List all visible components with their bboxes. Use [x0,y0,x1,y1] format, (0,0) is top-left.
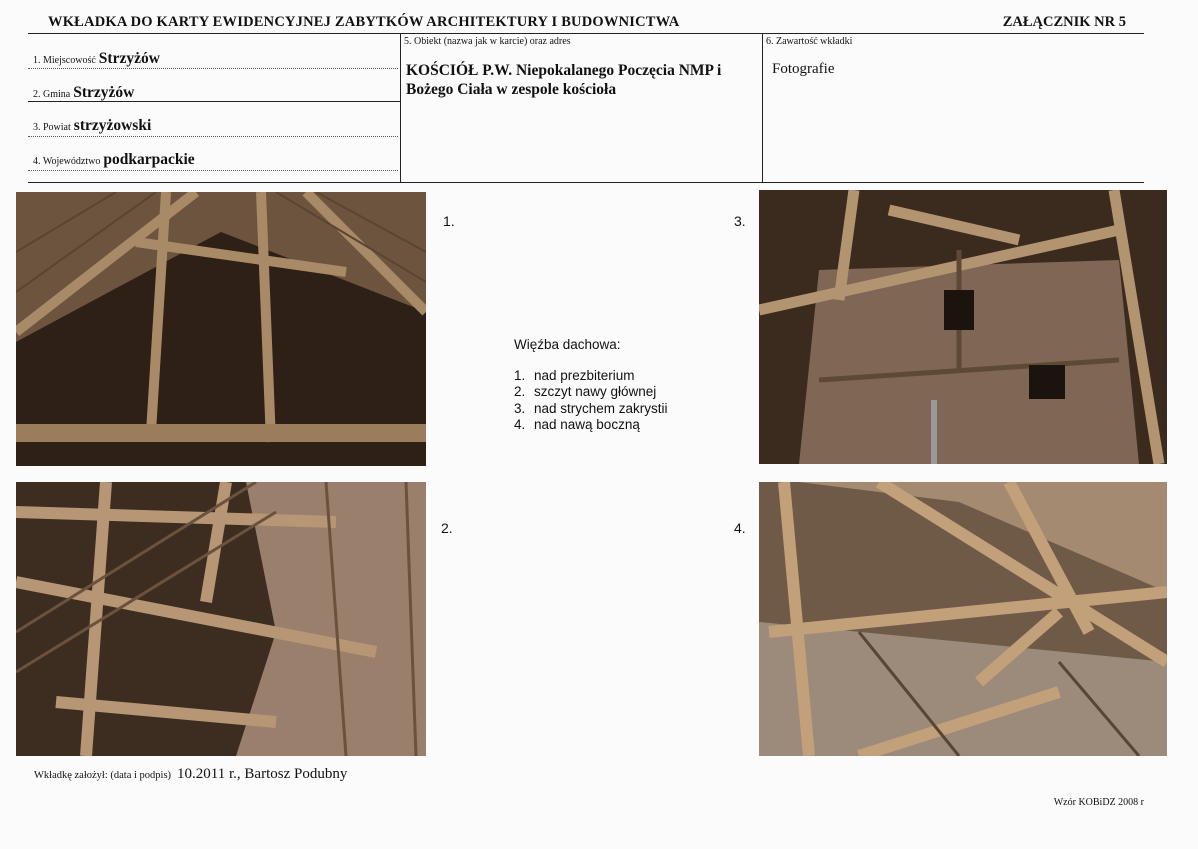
field-province [33,151,195,169]
contents-value: Fotografie [772,61,835,77]
object-name: KOŚCIÓŁ P.W. Niepokalanego Poczęcia NMP i Bożego Ciała w zespole kościoła [406,62,722,98]
photo-3-number: 3. [734,213,746,229]
legend-list [514,368,668,434]
footer-label: Wkładkę założył: (data i podpis) [34,770,172,781]
attachment-number: ZAŁĄCZNIK NR 5 [1002,14,1126,30]
field-locality [33,50,160,68]
photo-3 [759,190,1167,464]
photo-1-image [16,192,426,466]
legend-item-number: 3. [514,400,526,416]
signature-text: 10.2011 r., Bartosz Podubny [177,766,348,782]
template-version: Wzór KOBiDZ 2008 r [1053,797,1144,808]
footer-signature [34,766,347,783]
photo-2 [16,482,426,756]
field-county-label: 3. Powiat [33,122,71,133]
field-locality-label: 1. Miejscowość [33,55,96,66]
legend-item-text: nad strychem zakrystii [534,400,668,416]
legend-item-number: 2. [514,384,526,399]
photo-1 [16,192,426,466]
legend-item-number: 4. [514,417,526,432]
photo-3-image [759,190,1167,464]
column-divider-1 [400,33,401,183]
document-title: WKŁADKA DO KARTY EWIDENCYJNEJ ZABYTKÓW ARCHITEKTURY I BUDOWNICTWA [48,14,680,30]
legend-item [514,417,668,434]
field-line [28,68,398,69]
legend-item-text: szczyt nawy głównej [534,384,657,399]
legend-item-text: nad nawą boczną [534,417,640,432]
legend-item-text: nad prezbiterium [534,367,635,383]
field-province-value: podkarpackie [103,151,195,168]
photo-2-image [16,482,426,756]
column-divider-2 [762,33,763,183]
photo-2-number: 2. [441,520,453,536]
field-commune-value: Strzyżów [73,84,135,101]
object-label: 5. Obiekt (nazwa jak w karcie) oraz adres [404,36,571,47]
legend-title: Więźba dachowa: [514,337,621,352]
legend-item [514,368,668,385]
legend-item [514,384,668,401]
legend-item-number: 1. [514,367,526,383]
field-commune-label: 2. Gmina [33,89,71,100]
field-locality-value: Strzyżów [98,50,160,67]
legend-item [514,401,668,418]
header-rule [28,33,1144,34]
contents-label: 6. Zawartość wkładki [766,36,853,47]
field-province-label: 4. Województwo [33,156,101,167]
field-county [33,117,151,135]
table-bottom-rule [28,182,1144,183]
photo-4-image [759,482,1167,756]
field-county-value: strzyżowski [73,117,152,134]
field-commune [33,84,134,102]
photo-1-number: 1. [443,213,455,229]
photo-4 [759,482,1167,756]
photo-4-number: 4. [734,520,746,536]
legend [514,337,668,434]
field-line [28,136,398,137]
field-line [28,170,398,171]
